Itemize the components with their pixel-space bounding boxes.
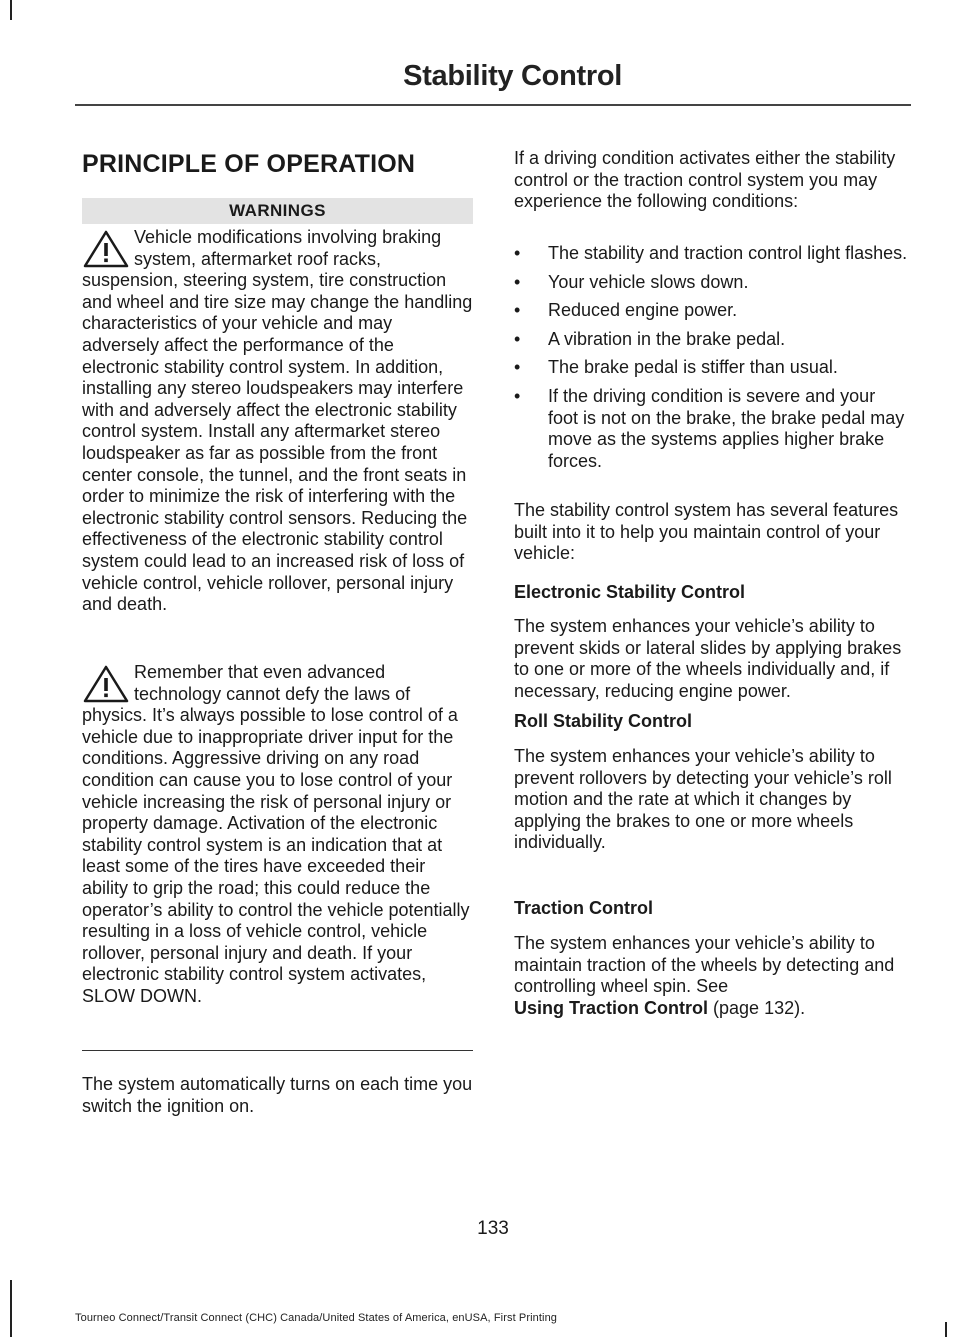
warnings-divider — [82, 1050, 473, 1051]
page-reference: (page 132). — [713, 997, 806, 1018]
list-item — [514, 386, 910, 472]
auto-on-paragraph: The system automatically turns on each time you switch the ignition on. — [82, 1074, 473, 1116]
list-item-text: Reduced engine power. — [548, 300, 738, 321]
warning-triangle-icon — [82, 229, 130, 269]
tc-text: The system enhances your vehicle’s ability to maintain traction of the wheels by detecting and controlling wheel spin. See — [514, 933, 895, 997]
list-item-text: A vibration in the brake pedal. — [548, 328, 786, 349]
list-item-text: Your vehicle slows down. — [548, 271, 749, 292]
crop-mark — [10, 1280, 12, 1337]
using-traction-control-link[interactable]: Using Traction Control — [514, 997, 709, 1018]
list-item — [514, 300, 910, 322]
rsc-heading: Roll Stability Control — [514, 711, 692, 731]
crop-mark — [10, 0, 12, 20]
warning-text: Remember that even advanced technology cannot defy the laws of physics. It’s always possible to lose control of a vehicle due to inappropriate driver input for the conditions. Aggressive driving on any road condition can cause you to lose control of your vehicle increasing the risk of personal injury or property damage. Activation of the electronic stability control system is an indication that at least some of the tires have exceeded their ability to grip the road; this could reduce the operator’s ability to control the vehicle potentially resulting in a loss of vehicle control, vehicle rollover, personal injury and death. If your electronic stability control system activates, SLOW DOWN. — [82, 662, 470, 1006]
conditions-intro: If a driving condition activates either the stability control or the traction control system you may experience the following conditions: — [514, 148, 896, 212]
rsc-paragraph: The system enhances your vehicle’s ability to prevent rollovers by detecting your vehicle’s roll motion and the rate at which it changes by applying the brakes to one or more wheels individually. — [514, 746, 892, 853]
bullet-icon: • — [514, 357, 521, 378]
warning-triangle-icon — [82, 664, 130, 704]
esc-paragraph: The system enhances your vehicle’s ability to prevent skids or lateral slides by applying brakes to one or more of the wheels individually and, if necessary, reducing engine power. — [514, 616, 902, 701]
list-item — [514, 329, 910, 351]
warning-item — [82, 662, 474, 1008]
page-number: 133 — [477, 1218, 509, 1239]
list-item-text: The brake pedal is stiffer than usual. — [548, 357, 838, 378]
esc-heading: Electronic Stability Control — [514, 582, 746, 602]
tc-paragraph — [514, 933, 910, 1019]
bullet-icon: • — [514, 271, 521, 292]
list-item-text: The stability and traction control light flashes. — [548, 243, 908, 263]
warning-text: Vehicle modifications involving braking system, aftermarket roof racks, suspension, steering system, tire construction and wheel and tire size may change the handling characteristics of your vehicle and may adversely affect the performance of the electronic stability control system. In addition, installing any stereo loudspeakers may interfere with and adversely affect the electronic stability control system. Install any aftermarket stereo loudspeaker as far as possible from the front center console, the tunnel, and the front seats in order to minimize the risk of interfering with the electronic stability control sensors. Reducing the effectiveness of the electronic stability control system could lead to an increased risk of loss of vehicle control, vehicle rollover, personal injury and death. — [82, 227, 473, 615]
bullet-icon: • — [514, 300, 521, 321]
list-item — [514, 272, 910, 294]
bullet-icon: • — [514, 243, 521, 263]
footer-text: Tourneo Connect/Transit Connect (CHC) Canada/United States of America, enUSA, First Printing — [75, 1312, 558, 1324]
section-heading: PRINCIPLE OF OPERATION — [82, 150, 416, 178]
conditions-list — [514, 243, 910, 479]
tc-heading: Traction Control — [514, 898, 653, 918]
crop-mark — [945, 1322, 947, 1337]
list-item — [514, 357, 910, 379]
warnings-label: WARNINGS — [82, 198, 473, 224]
bullet-icon: • — [514, 328, 521, 349]
bullet-icon: • — [514, 385, 521, 406]
page-header-title: Stability Control — [403, 60, 622, 92]
list-item-text: If the driving condition is severe and your foot is not on the brake, the brake pedal may move as the systems applies higher brake forces. — [548, 385, 905, 471]
list-item — [514, 243, 910, 265]
features-intro: The stability control system has several features built into it to help you maintain control of your vehicle: — [514, 500, 899, 564]
warning-item — [82, 227, 474, 616]
header-divider — [75, 104, 911, 106]
